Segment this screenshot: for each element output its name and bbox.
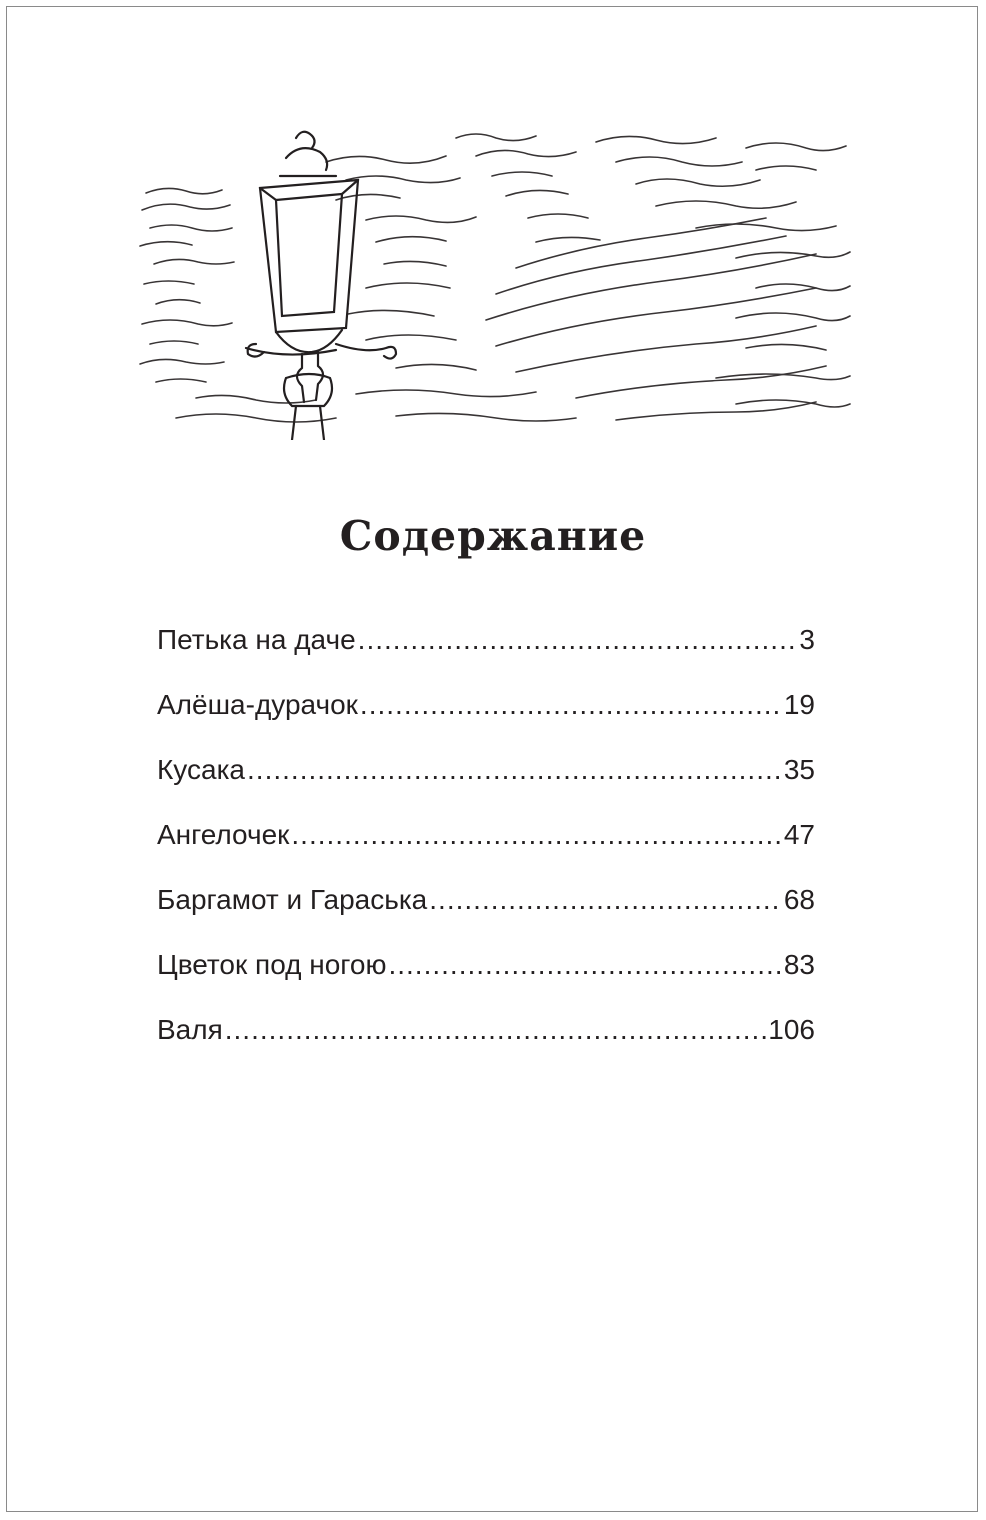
- toc-page-number: 68: [783, 884, 815, 915]
- page-title: Содержание: [339, 512, 647, 560]
- toc-dot-leader: [291, 807, 781, 863]
- toc-entry-title: Петька на даче: [157, 624, 356, 655]
- toc-dot-leader: [225, 1002, 767, 1058]
- toc-entry[interactable]: [157, 937, 815, 1002]
- toc-entry[interactable]: [157, 612, 815, 677]
- toc-entry-title: Валя: [157, 1014, 223, 1045]
- toc-dot-leader: [360, 677, 782, 733]
- toc-entry[interactable]: [157, 1002, 815, 1067]
- toc-page-number: 106: [768, 1014, 815, 1045]
- toc-page-number: 47: [783, 819, 815, 850]
- toc-page-number: 19: [783, 689, 815, 720]
- toc-entry[interactable]: [157, 742, 815, 807]
- table-of-contents: [157, 612, 815, 1067]
- toc-entry-title: Кусака: [157, 754, 246, 785]
- toc-page-number: 3: [799, 624, 815, 655]
- toc-page-number: 35: [783, 754, 815, 785]
- toc-dot-leader: [388, 937, 781, 993]
- toc-dot-leader: [429, 872, 782, 928]
- toc-dot-leader: [358, 612, 798, 668]
- toc-page-number: 83: [783, 949, 815, 980]
- toc-dot-leader: [247, 742, 782, 798]
- toc-entry[interactable]: [157, 807, 815, 872]
- street-lamp-illustration: [136, 118, 852, 440]
- toc-entry-title: Цветок под ногою: [157, 949, 387, 980]
- toc-entry[interactable]: [157, 677, 815, 742]
- toc-entry-title: Баргамот и Гараська: [157, 884, 428, 915]
- toc-entry[interactable]: [157, 872, 815, 937]
- toc-entry-title: Алёша-дурачок: [157, 689, 358, 720]
- toc-entry-title: Ангелочек: [157, 819, 290, 850]
